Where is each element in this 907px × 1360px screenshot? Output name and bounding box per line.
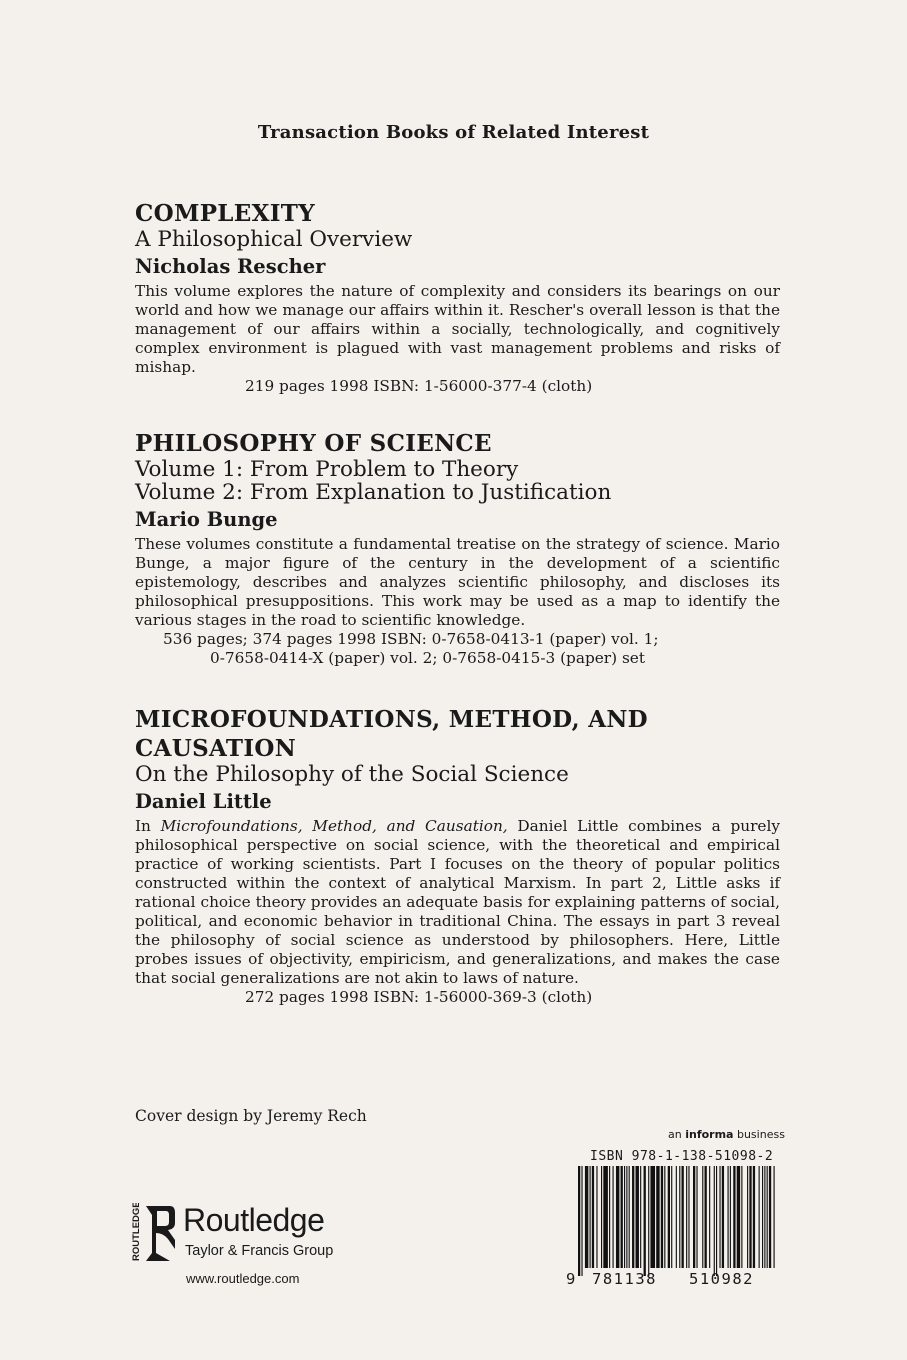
- barcode-bar: [616, 1166, 619, 1268]
- barcode-bar: [578, 1166, 580, 1276]
- barcode-bar: [644, 1166, 646, 1276]
- barcode-bar: [601, 1166, 602, 1268]
- barcode-bar: [668, 1166, 670, 1268]
- barcode-bar: [596, 1166, 597, 1268]
- barcode-bar: [714, 1166, 715, 1276]
- barcode-bar: [730, 1166, 731, 1268]
- barcode-right-digits: 510982: [689, 1270, 754, 1288]
- barcode-bar: [661, 1166, 663, 1268]
- barcode-bar: [679, 1166, 680, 1268]
- description-intro: In: [135, 817, 161, 835]
- book-meta: 219 pages 1998 ISBN: 1-56000-377-4 (cloth): [245, 377, 593, 395]
- barcode-bar: [581, 1166, 582, 1276]
- barcode-bar: [693, 1166, 695, 1268]
- barcode-left-digits: 781138: [592, 1270, 657, 1288]
- barcode-bar: [762, 1166, 763, 1268]
- description-italic-title: Microfoundations, Method, and Causation,: [160, 817, 508, 835]
- barcode-bar: [585, 1166, 588, 1268]
- book-description: This volume explores the nature of complexity and considers its bearings on our world and how we manage our affairs within it. Rescher's overall lesson is that the management of our affairs within a socially, technologically, and cognitively complex environment is plagued with vast management problems and risks of mishap.: [135, 282, 780, 376]
- barcode-bar: [722, 1166, 724, 1268]
- barcode-bar: [753, 1166, 755, 1268]
- publisher-url: www.routledge.com: [186, 1271, 300, 1286]
- barcode-bar: [747, 1166, 748, 1268]
- book-subtitle: A Philosophical Overview: [135, 227, 413, 252]
- barcode-bar: [613, 1166, 614, 1268]
- logo-vertical-text: ROUTLEDGE: [131, 1203, 142, 1261]
- barcode-bar: [709, 1166, 710, 1268]
- informa-prefix: an: [668, 1128, 686, 1141]
- book-description: These volumes constitute a fundamental treatise on the strategy of science. Mario Bunge, a major figure of the century in the development of a scientific epistemology, describes and analyzes scientific philosophy, and discloses its philosophical presuppositions. This work may be used as a map to identify the various stages in the road to scientific knowledge.: [135, 535, 780, 629]
- barcode-bar: [648, 1166, 649, 1276]
- book-author: Mario Bunge: [135, 508, 278, 531]
- barcode-bar: [592, 1166, 594, 1268]
- barcode-bar: [696, 1166, 697, 1268]
- barcode-bar: [702, 1166, 703, 1268]
- barcode-bar: [733, 1166, 735, 1268]
- informa-suffix: business: [733, 1128, 785, 1141]
- book-title: PHILOSOPHY OF SCIENCE: [135, 430, 492, 457]
- barcode-bar: [769, 1166, 771, 1268]
- book-entry-philosophy-of-science: [135, 429, 780, 668]
- routledge-logo-icon: [130, 1203, 178, 1265]
- barcode-bar: [759, 1166, 760, 1268]
- barcode-bar: [682, 1166, 684, 1268]
- cover-credit: Cover design by Jeremy Rech: [135, 1107, 367, 1125]
- book-author: Nicholas Rescher: [135, 255, 326, 278]
- barcode-bar: [626, 1166, 627, 1268]
- barcode-bar: [737, 1166, 740, 1268]
- barcode-bar: [774, 1166, 775, 1268]
- barcode-bar: [603, 1166, 608, 1268]
- book-meta: 0-7658-0414-X (paper) vol. 2; 0-7658-0415-3 (paper) set: [210, 649, 645, 667]
- informa-tagline: [668, 1128, 785, 1141]
- barcode-bar: [719, 1166, 720, 1268]
- book-title: MICROFOUNDATIONS, METHOD, AND CAUSATION: [135, 706, 648, 762]
- barcode-bar: [609, 1166, 610, 1268]
- barcode-bar: [728, 1166, 729, 1268]
- book-meta: 272 pages 1998 ISBN: 1-56000-369-3 (cloth): [245, 988, 593, 1006]
- publisher-group: Taylor & Francis Group: [185, 1243, 334, 1259]
- barcode-bar: [676, 1166, 677, 1268]
- barcode-bar: [749, 1166, 751, 1268]
- barcode-bar: [741, 1166, 742, 1268]
- barcode-bar: [764, 1166, 765, 1268]
- barcode-bar: [705, 1166, 707, 1268]
- barcode-bar: [688, 1166, 689, 1268]
- barcode-first-digit: 9: [566, 1270, 576, 1288]
- page-header: Transaction Books of Related Interest: [257, 122, 650, 143]
- book-entry-complexity: [135, 199, 780, 396]
- book-meta: 536 pages; 374 pages 1998 ISBN: 0-7658-0413-1 (paper) vol. 1;: [163, 630, 659, 648]
- book-description: [135, 817, 780, 988]
- barcode-bar: [671, 1166, 672, 1268]
- barcode-bar: [629, 1166, 630, 1268]
- book-subtitle: Volume 1: From Problem to Theory: [135, 457, 519, 482]
- book-title: COMPLEXITY: [135, 200, 315, 227]
- barcode-bar: [686, 1166, 687, 1268]
- informa-brand: informa: [685, 1128, 734, 1141]
- barcode-bar: [664, 1166, 665, 1268]
- barcode-bar: [590, 1166, 591, 1268]
- routledge-logo-mark: [130, 1203, 178, 1269]
- book-subtitle: Volume 2: From Explanation to Justification: [135, 480, 612, 505]
- book-author: Daniel Little: [135, 790, 272, 813]
- barcode-bar: [650, 1166, 655, 1268]
- barcode-bar: [716, 1166, 717, 1276]
- publisher-name: Routledge: [183, 1202, 325, 1238]
- barcode-bar: [656, 1166, 659, 1268]
- book-subtitle: On the Philosophy of the Social Science: [135, 762, 569, 787]
- barcode-bars: [566, 1166, 780, 1276]
- barcode-bar: [767, 1166, 768, 1268]
- book-entry-microfoundations: [135, 705, 780, 1007]
- barcode-bar: [624, 1166, 625, 1268]
- barcode-bar: [640, 1166, 641, 1268]
- barcode-bar: [632, 1166, 634, 1268]
- description-body: Daniel Little combines a purely philosophical perspective on social science, with the theoretical and empirical practice of working scientists. Part I focuses on the theory of popular politics constructed within the context of analytical Marxism. In part 2, Little asks if rational choice theory provides an adequate basis for explaining patterns of social, political, and economic behavior in traditional China. The essays in part 3 reveal the philosophy of social science as understood by philosophers. Here, Little probes issues of objectivity, empiricism, and generalizations, and makes the case that social generalizations are not akin to laws of nature.: [135, 817, 781, 987]
- isbn-label: ISBN 978-1-138-51098-2: [590, 1149, 774, 1164]
- barcode-bar: [621, 1166, 623, 1268]
- barcode-bar: [636, 1166, 639, 1268]
